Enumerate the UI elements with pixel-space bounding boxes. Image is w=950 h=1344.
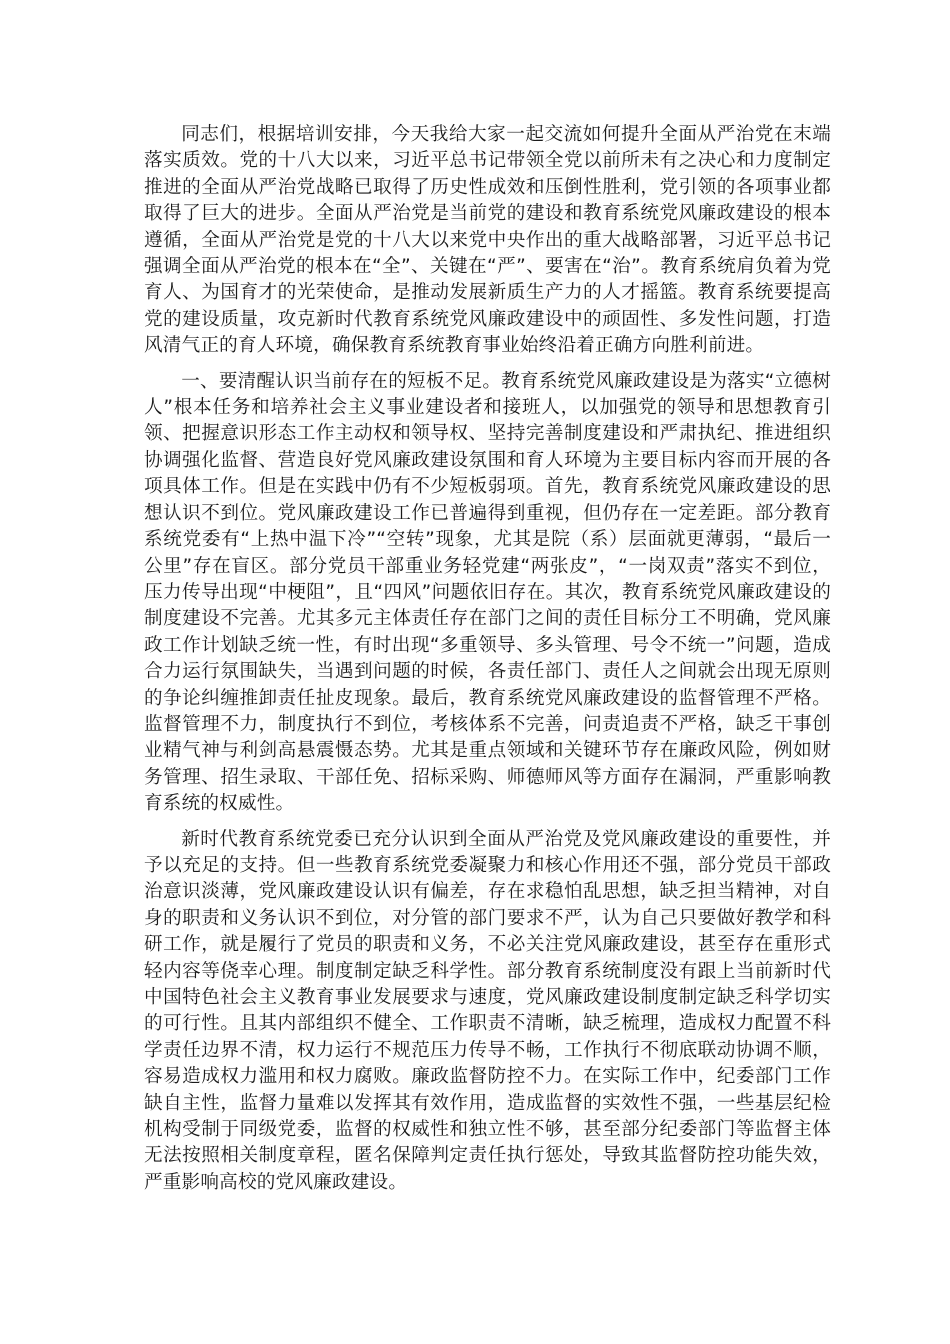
paragraph-shortcomings: 一、要清醒认识当前存在的短板不足。教育系统党风廉政建设是为落实“立德树人”根本任务和培养社会主义事业建设者和接班人，以加强党的领导和思想教育引领、把握意识形态工作主动权和领导权、坚持完善制度建设和严肃执纪、推进组织协调强化监督、营造良好党风廉政建设氛围和育人环境为主要目标内容而开展的各项具体工作。但是在实践中仍有不少短板弱项。首先，教育系统党风廉政建设的思想认识不到位。党风廉政建设工作已普遍得到重视，但仍存在一定差距。部分教育系统党委有“上热中温下冷”“空转”现象，尤其是院（系）层面就更薄弱，“最后一公里”存在盲区。部分党员干部重业务轻党建“两张皮”，“一岗双责”落实不到位，压力传导出现“中梗阻”，且“四风”问题依旧存在。其次，教育系统党风廉政建设的制度建设不完善。尤其多元主体责任存在部门之间的责任目标分工不明确，党风廉政工作计划缺乏统一性，有时出现“多重领导、多头管理、号令不统一”问题，造成合力运行氛围缺失，当遇到问题的时候，各责任部门、责任人之间就会出现无原则的争论纠缠推卸责任扯皮现象。最后，教育系统党风廉政建设的监督管理不严格。监督管理不力，制度执行不到位，考核体系不完善，问责追责不严格，缺乏干事创业精气神与利剑高悬震慑态势。尤其是重点领域和关键环节存在廉政风险，例如财务管理、招生录取、干部任免、招标采购、师德师风等方面存在漏洞，严重影响教育系统的权威性。	[144, 370, 831, 815]
document-body	[144, 122, 831, 1205]
paragraph-analysis: 新时代教育系统党委已充分认识到全面从严治党及党风廉政建设的重要性，并予以充足的支持。但一些教育系统党委凝聚力和核心作用还不强，部分党员干部政治意识淡薄，党风廉政建设认识有偏差，存在求稳怕乱思想，缺乏担当精神，对自身的职责和义务认识不到位，对分管的部门要求不严，认为自己只要做好教学和科研工作，就是履行了党员的职责和义务，不必关注党风廉政建设，甚至存在重形式轻内容等侥幸心理。制度制定缺乏科学性。部分教育系统制度没有跟上当前新时代中国特色社会主义教育事业发展要求与速度，党风廉政建设制度制定缺乏科学切实的可行性。且其内部组织不健全、工作职责不清晰，缺乏梳理，造成权力配置不科学责任边界不清，权力运行不规范压力传导不畅，工作执行不彻底联动协调不顺，容易造成权力滥用和权力腐败。廉政监督防控不力。在实际工作中，纪委部门工作缺自主性，监督力量难以发挥其有效作用，造成监督的实效性不强，一些基层纪检机构受制于同级党委，监督的权威性和独立性不够，甚至部分纪委部门等监督主体无法按照相关制度章程，匿名保障判定责任执行惩处，导致其监督防控功能失效，严重影响高校的党风廉政建设。	[144, 828, 831, 1193]
paragraph-opening: 同志们，根据培训安排，今天我给大家一起交流如何提升全面从严治党在末端落实质效。党的十八大以来，习近平总书记带领全党以前所未有之决心和力度制定推进的全面从严治党战略已取得了历史性成效和压倒性胜利，党引领的各项事业都取得了巨大的进步。全面从严治党是当前党的建设和教育系统党风廉政建设的根本遵循，全面从严治党是党的十八大以来党中央作出的重大战略部署，习近平总书记强调全面从严治党的根本在“全”、关键在“严”、要害在“治”。教育系统肩负着为党育人、为国育才的光荣使命，是推动发展新质生产力的人才摇篮。教育系统要提高党的建设质量，攻克新时代教育系统党风廉政建设中的顽固性、多发性问题，打造风清气正的育人环境，确保教育系统教育事业始终沿着正确方向胜利前进。	[144, 124, 831, 357]
